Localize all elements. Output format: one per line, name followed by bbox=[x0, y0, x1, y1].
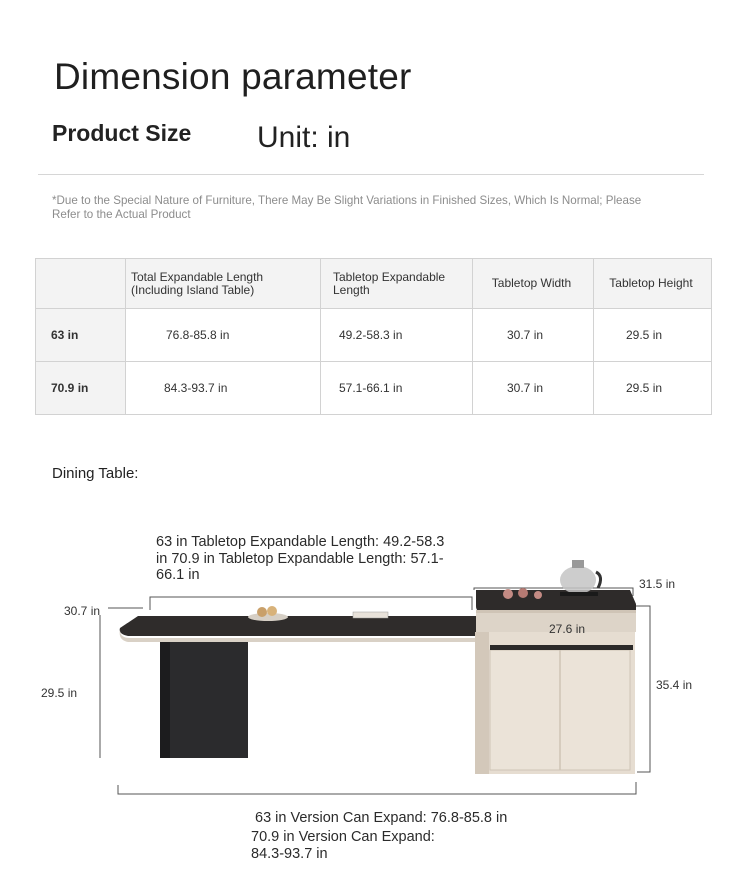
disclaimer-note: *Due to the Special Nature of Furniture, There May Be Slight Variations in Finished Sizes, Which Is Normal; Please Refer to the Actual Product bbox=[52, 194, 642, 221]
expand-caption-70-9: 70.9 in Version Can Expand: 84.3-93.7 in bbox=[251, 829, 435, 862]
row-size: 63 in bbox=[36, 309, 126, 362]
cabinet-depth-label: 27.6 in bbox=[549, 622, 586, 636]
table-header-cell: Tabletop Height bbox=[594, 259, 712, 309]
cabinet-top-label: 31.5 in bbox=[639, 577, 676, 591]
dimension-table bbox=[35, 258, 712, 415]
tea-cup bbox=[503, 589, 513, 599]
cell-expandable-length: 49.2-58.3 in bbox=[321, 309, 473, 362]
cell-width: 30.7 in bbox=[473, 309, 594, 362]
cell-height: 29.5 in bbox=[594, 309, 712, 362]
section-label: Dining Table: bbox=[52, 465, 139, 482]
cell-total-length: 84.3-93.7 in bbox=[126, 362, 321, 415]
table-header-cell: Total Expandable Length (Including Island Table) bbox=[126, 259, 321, 309]
table-row bbox=[36, 362, 712, 415]
fruit-plate bbox=[248, 613, 288, 621]
table-header-cell bbox=[36, 259, 126, 309]
page-title: Dimension parameter bbox=[54, 56, 412, 97]
table-row bbox=[36, 309, 712, 362]
table-header-row bbox=[36, 259, 712, 309]
cell-width: 30.7 in bbox=[473, 362, 594, 415]
width-label: 30.7 in bbox=[64, 604, 101, 618]
cell-height: 29.5 in bbox=[594, 362, 712, 415]
cell-total-length: 76.8-85.8 in bbox=[126, 309, 321, 362]
table-header-cell: Tabletop Expandable Length bbox=[321, 259, 473, 309]
cell-expandable-length: 57.1-66.1 in bbox=[321, 362, 473, 415]
unit-label: Unit: in bbox=[257, 121, 351, 154]
table-leg bbox=[160, 638, 248, 758]
height-label: 29.5 in bbox=[41, 686, 78, 700]
table-header-cell: Tabletop Width bbox=[473, 259, 594, 309]
divider bbox=[38, 174, 704, 175]
cabinet-top bbox=[476, 590, 636, 612]
row-size: 70.9 in bbox=[36, 362, 126, 415]
expand-caption-63: 63 in Version Can Expand: 76.8-85.8 in bbox=[255, 810, 508, 826]
tabletop bbox=[120, 616, 485, 636]
cabinet-height-label: 35.4 in bbox=[656, 678, 693, 692]
section-subtitle: Product Size bbox=[52, 120, 192, 146]
books bbox=[353, 612, 388, 618]
tabletop-length-caption: 63 in Tabletop Expandable Length: 49.2-58.3 in 70.9 in Tabletop Expandable Length: 57.1-66.1 in bbox=[156, 534, 445, 583]
kettle bbox=[560, 566, 596, 594]
